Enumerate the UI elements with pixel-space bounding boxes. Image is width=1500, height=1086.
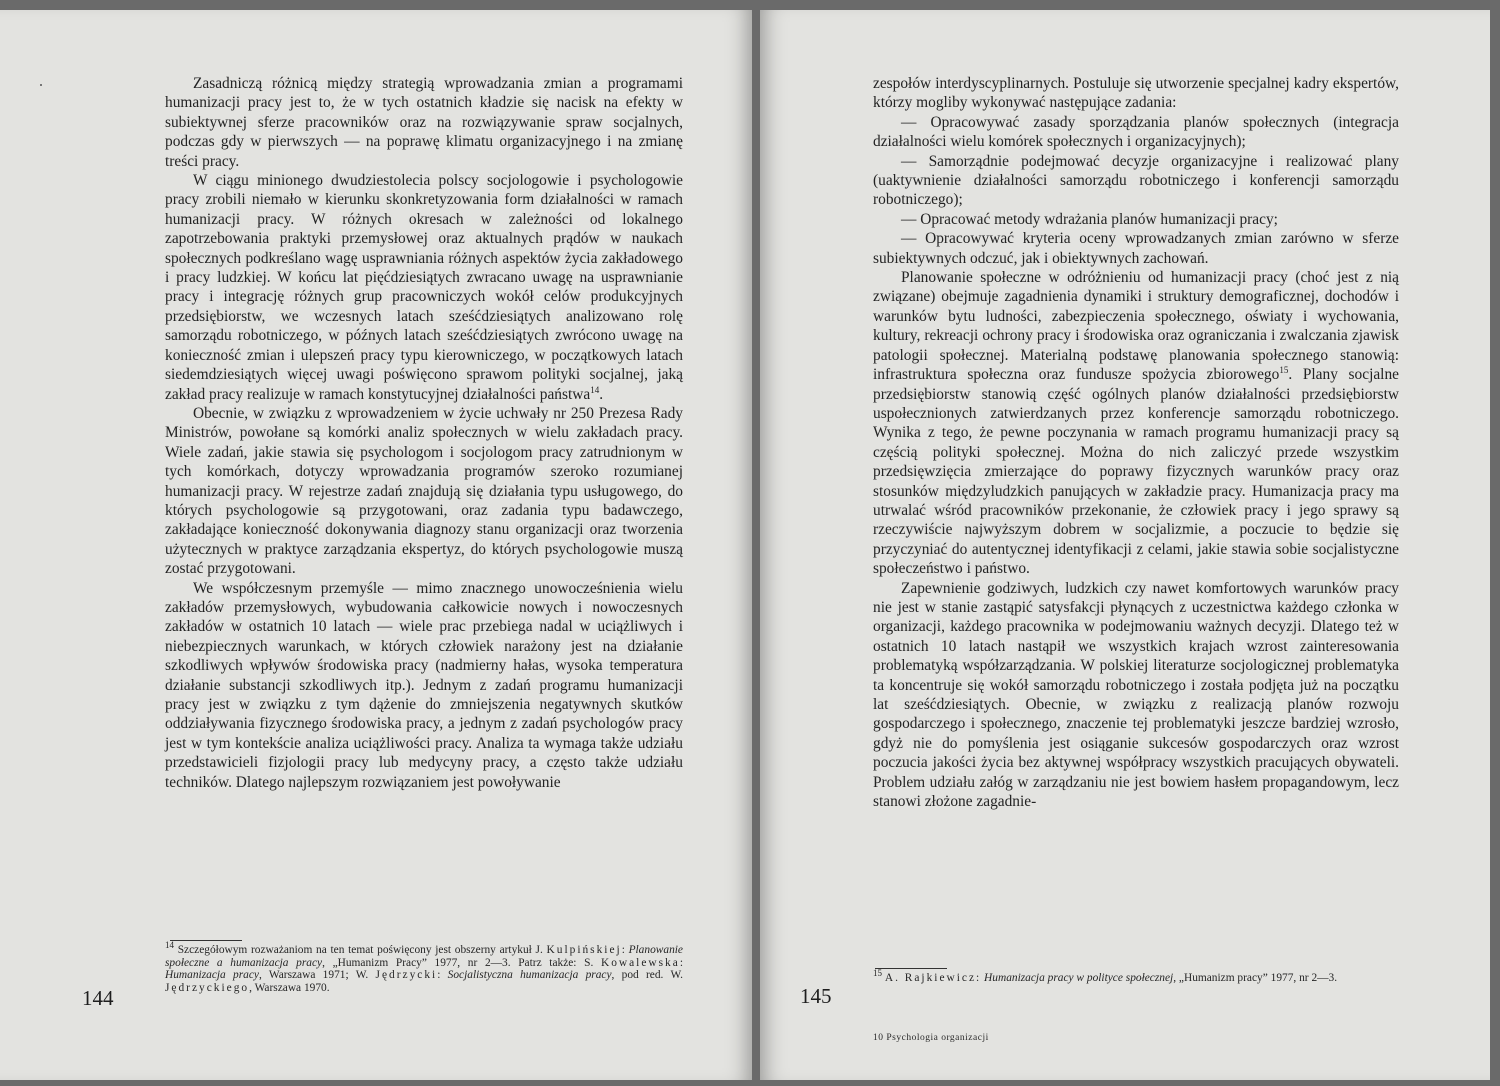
- left-page: [0, 10, 752, 1080]
- footnote-title: Planowanie społeczne a humanizacja pracy: [165, 944, 683, 969]
- footnote-text: Szczegółowym rozważaniom na ten temat poświęcony jest obszerny artykuł J.: [177, 944, 543, 956]
- footnote-rule: [875, 968, 947, 969]
- footnote-author: A. Rajkiewicz:: [884, 972, 982, 984]
- footnote-author: Jędrzyckiego: [165, 981, 250, 994]
- paragraph-text: Plany socjalne przedsiębiorstw stanowią część ogólnych planów działalności przedsiębiorstw uspołecznionych zatwierdzanych przez konferencje samorządu robotniczego. Wynika z tego, że pewne poczynania w ramach programu humanizacji pracy są częścią polityki społecznej. Można do nich zaliczyć przede wszystkim przedsięwzięcia zmierzające do poprawy fizycznych warunków pracy oraz stosunków międzyludzkich panujących w zakładzie pracy. Humanizacja pracy ma utrwalać wśród pracowników przekonanie, że człowiek pracy i jego sprawy są rzeczywiście najwyższym dobrem w socjalizmie, a poczucie to będzie się przyczyniać do autentycznej identyfikacji z celami, jakie stawia sobie socjalistyczne społeczeństwo i państwo.: [873, 366, 1399, 578]
- footnote-author: Kowalewska: [600, 956, 680, 969]
- paragraph: zespołów interdyscyplinarnych. Postuluje się utworzenie specjalnej kadry ekspertów, którzy mogliby wykonywać następujące zadania:: [873, 75, 1399, 112]
- right-page: [760, 10, 1490, 1080]
- page-number: 144: [82, 986, 114, 1010]
- paragraph: Zasadniczą różnicą między strategią wprowadzania zmian a programami humanizacji pracy jest to, że w tych ostatnich kładzie się nacisk na efekty w subiektywnej sferze pracowników oraz na rozwiązywanie spraw socjalnych, podczas gdy w pierwszych — na poprawę klimatu organizacyjnego i na zmianę treści pracy.: [165, 75, 683, 170]
- footnote-author: Jędrzycki: [375, 969, 438, 982]
- paragraph: Zapewnienie godziwych, ludzkich czy nawet komfortowych warunków pracy nie jest w stanie zastąpić satysfakcji płynących z uczestnictwa każdego członka w organizacji, każdego pracownika w podejmowaniu ważnych decyzji. Dlatego też w ostatnich 10 latach nastąpił we wszystkich krajach wzrost zainteresowania problematyką współzarządzania. W polskiej literaturze socjologicznej problematyka ta koncentruje się wokół samorządu robotniczego i została podjęta już na początku lat sześćdziesiątych. Obecnie, w związku z realizacją planów rozwoju gospodarczego i społecznego, znaczenie tej problematyki jeszcze bardziej wzrosło, gdyż nie do pomyślenia jest osiąganie sukcesów gospodarczych oraz wzrost poczucia jakości życia bez aktywnej współpracy wszystkich pracujących obywateli. Problem udziału załóg w zarządzaniu nie jest bowiem hasłem propagandowym, lecz stanowi złożone zagadnie-: [873, 579, 1399, 811]
- footnote-title: Humanizacja pracy: [165, 969, 259, 982]
- list-item: — Opracować metody wdrażania planów humanizacji pracy;: [901, 210, 1278, 228]
- footnote-text: , Warszawa 1971; W.: [258, 969, 369, 982]
- footnote-text: , „Humanizm pracy” 1977, nr 2—3.: [1173, 972, 1338, 984]
- paragraph: Obecnie, w związku z wprowadzeniem w życie uchwały nr 250 Prezesa Rady Ministrów, powołane są komórki analiz społecznych w wielu zakładach pracy. Wiele zadań, jakie stawia się psychologom i socjologom pracy zatrudnionym w tych komórkach, dotyczy wprowadzania programów szeroko rozumianej humanizacji pracy. W rejestrze zadań znajdują się działania typu usługowego, do których psychologowie są przygotowani, oraz zadania typu badawczego, zakładające konieczność dokonywania diagnozy stanu organizacji oraz tworzenia użytecznych w praktyce zarządzania ekspertyz, do których psychologowie muszą zostać przygotowani.: [165, 404, 683, 578]
- paragraph: We współczesnym przemyśle — mimo znacznego unowocześnienia wielu zakładów przemysłowych, wybudowania całkowicie nowych i nowoczesnych zakładów w ostatnich 10 latach — wiele prac przebiega nadal w uciążliwych i niebezpiecznych warunkach, w których człowiek narażony jest na działanie szkodliwych wpływów środowiska pracy (nadmierny hałas, wysoka temperatura działanie substancji szkodliwych itp.). Jednym z zadań programu humanizacji pracy jest w związku z tym dążenie do zmniejszenia negatywnych skutków oddziaływania fizycznego środowiska pracy, a jednym z zadań psychologów pracy jest w tym kontekście analiza uciążliwości pracy. Analiza ta wymaga także udziału przedstawicieli fizjologii pracy lub medycyny pracy, a często także udziału techników. Dlatego najlepszym rozwiązaniem jest powoływanie: [165, 579, 683, 791]
- footnote-title: Humanizacja pracy w polityce społecznej: [984, 972, 1174, 984]
- paragraph-text: Planowanie społeczne w odróżnieniu od humanizacji pracy (choć jest z nią związane) obejmuje zagadnienia dynamiki i struktury demograficznej, dochodów i warunków bytu ludności, zabezpieczenia społecznego, oświaty i wychowania, kultury, rekreacji ochrony pracy i środowiska oraz ograniczania i zwalczania zjawisk patologii społecznej. Materialną podstawę planowania społecznego stanowią: infrastruktura społeczna oraz fundusze spożycia zbiorowego: [873, 269, 1399, 384]
- footnote-reference: 15: [1279, 364, 1289, 375]
- footnote: [873, 968, 1399, 985]
- footnote: $^{14}$ Szczegółowym rozważaniom na ten temat poświęcony jest obszerny artykuł J. Kulpińskiej: Planowanie społeczne a humanizacja pracy, „Humanizm Pracy” 1977, nr 2—3. Patrz także: S. Kowalewska: Humanizacja pracy, Warszawa 1971; W. Jędrzycki: Socjalistyczna humanizacja pracy, pod red. W. Jędrzyckiego, Warszawa 1970.: [165, 940, 684, 994]
- paragraph-text: W ciągu minionego dwudziestolecia polscy socjologowie i psychologowie pracy zrobili niemało w kierunku skonkretyzowania form działalności w ramach humanizacji pracy. W różnych okresach w zależności od lokalnego zapotrzebowania praktyki przemysłowej oraz aktualnych prądów w naukach społecznych podkreślano wagę usprawniania różnych aspektów życia zakładowego i pracy ludzkiej. W końcu lat pięćdziesiątych zwracano uwagę na usprawnianie pracy i integrację różnych grup pracowniczych wokół celów produkcyjnych przedsiębiorstw, we wczesnych latach sześćdziesiątych analizowano rolę samorządu robotniczego, w późnych latach sześćdziesiątych zwrócono uwagę na konieczność zmian i ulepszeń pracy typu kierowniczego, w początkowych latach siedemdziesiątych więcej uwagi poświęcono sprawom polityki socjalnej, jaką zakład pracy realizuje w ramach konstytucyjnej działalności państwa: [165, 172, 683, 403]
- footnote-text: , „Humanizm Pracy” 1977, nr 2—3. Patrz także: S.: [322, 956, 594, 969]
- list-item: — Samorządnie podejmować decyzje organizacyjne i realizować plany (uaktywnienie działalności samorządu robotniczego i konferencji samorządu robotniczego);: [873, 152, 1399, 209]
- footnote-text: , Warszawa 1970.: [249, 981, 330, 994]
- paragraph: Planowanie społeczne w odróżnieniu od humanizacji pracy (choć jest z nią związane) obejmuje zagadnienia dynamiki i struktury demograficznej, dochodów i warunków bytu ludności, zabezpieczenia społecznego, oświaty i wychowania, kultury, rekreacji ochrony pracy i środowiska oraz ograniczania i zwalczania zjawisk patologii społecznej. Materialną podstawę planowania społecznego stanowią: infrastruktura społeczna oraz fundusze spożycia zbiorowego$^{15}$. Plany socjalne przedsiębiorstw stanowią część ogólnych planów działalności przedsiębiorstw uspołecznionych zatwierdzanych przez konferencje samorządu robotniczego. Wynika z tego, że pewne poczynania w ramach programu humanizacji pracy są częścią polityki społecznej. Można do nich zaliczyć przede wszystkim przedsięwzięcia zmierzające do poprawy fizycznych warunków pracy oraz stosunków międzyludzkich panujących w zakładzie pracy. Humanizacja pracy ma utrwalać wśród pracowników przekonanie, że człowiek pracy i jego sprawy są rzeczywiście najwyższym dobrem w socjalizmie, a poczucie to będzie się przyczyniać do autentycznej identyfikacji z celami, jakie stawia sobie socjalistyczne społeczeństwo i państwo.: [873, 269, 1399, 578]
- list-item: — Opracowywać zasady sporządzania planów społecznych (integracja działalności wielu komórek społecznych i organizacyjnych);: [873, 113, 1399, 151]
- footnote-title: Socjalistyczna humanizacja pracy: [447, 969, 612, 982]
- printer-signature: 10 Psychologia organizacji: [873, 1033, 989, 1043]
- footnote-author: Kulpińskiej: [546, 944, 622, 956]
- footnote-text: , pod red. W.: [611, 969, 684, 982]
- paragraph: W ciągu minionego dwudziestolecia polscy socjologowie i psychologowie pracy zrobili niemało w kierunku skonkretyzowania form działalności w ramach humanizacji pracy. W różnych okresach w zależności od lokalnego zapotrzebowania praktyki przemysłowej oraz aktualnych prądów w naukach społecznych podkreślano wagę usprawniania różnych aspektów życia zakładowego i pracy ludzkiej. W końcu lat pięćdziesiątych zwracano uwagę na usprawnianie pracy i integrację różnych grup pracowniczych wokół celów produkcyjnych przedsiębiorstw, we wczesnych latach sześćdziesiątych analizowano rolę samorządu robotniczego, w późnych latach sześćdziesiątych zwrócono uwagę na konieczność zmian i ulepszeń pracy typu kierowniczego, w początkowych latach siedemdziesiątych więcej uwagi poświęcono sprawom polityki socjalnej, jaką zakład pracy realizuje w ramach konstytucyjnej działalności państwa$^{14}$.: [165, 172, 683, 403]
- footnote-marker: 14: [165, 940, 174, 951]
- left-page-body: [165, 74, 683, 792]
- footnote-rule: [170, 940, 242, 941]
- footnote-reference: 14: [590, 384, 600, 395]
- paper-speck: [40, 84, 42, 86]
- list-item: — Opracowywać kryteria oceny wprowadzanych zmian zarówno w sferze subiektywnych odczuć, jak i obiektywnych zachowań.: [873, 230, 1399, 267]
- footnote-marker: 15: [873, 968, 882, 979]
- page-number: 145: [800, 984, 832, 1008]
- right-page-body: [873, 74, 1399, 811]
